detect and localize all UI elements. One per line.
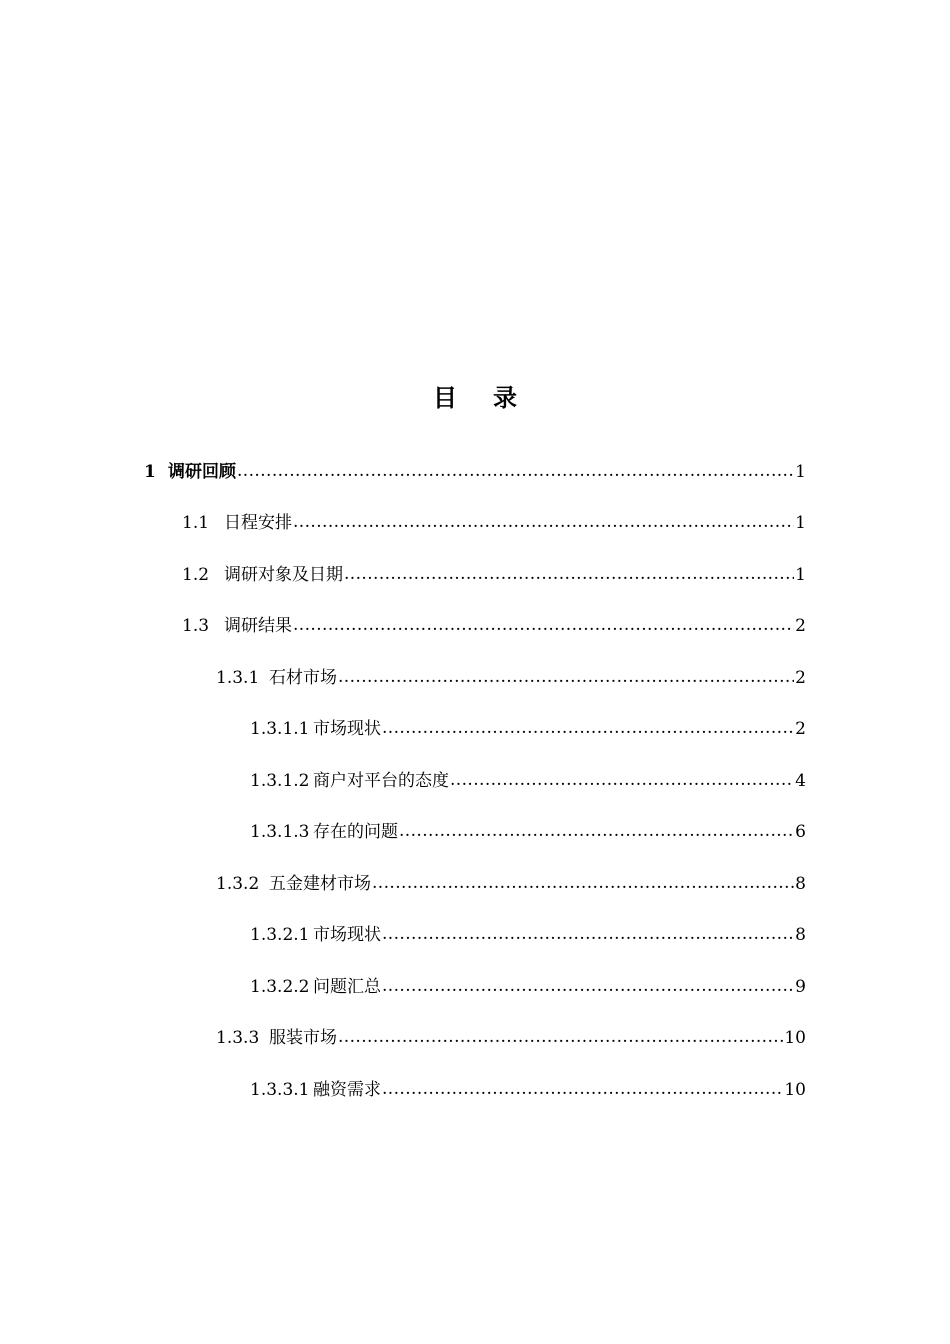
toc-entry-page: 6 (795, 822, 806, 843)
toc-dot-leader (382, 1071, 783, 1107)
toc-entry-text: 调研回顾 (168, 461, 236, 482)
toc-entry-text: 市场现状 (313, 925, 381, 946)
toc-entry-page: 2 (795, 616, 806, 637)
toc-entry-number: 1.2 (182, 564, 210, 585)
toc-dot-leader (293, 504, 794, 540)
toc-dot-leader (382, 916, 794, 952)
toc-entry-page: 10 (784, 1028, 806, 1049)
toc-title (0, 378, 950, 418)
toc-entry-number: 1.3.3.1 (250, 1079, 310, 1100)
toc-entry-page: 2 (795, 667, 806, 688)
toc-dot-leader (338, 659, 794, 695)
toc-entry-text: 服装市场 (269, 1028, 337, 1049)
toc-entry-text: 市场现状 (313, 719, 381, 740)
toc-entry[interactable] (0, 1013, 950, 1065)
toc-entry-page: 4 (795, 770, 806, 791)
toc-entry-text: 五金建材市场 (269, 873, 371, 894)
toc-dot-leader (382, 710, 794, 746)
toc-entry-text: 存在的问题 (313, 822, 398, 843)
toc-entry-page: 9 (795, 976, 806, 997)
toc-entry[interactable] (0, 601, 950, 653)
toc-entry-text: 调研结果 (224, 616, 292, 637)
toc-dot-leader (450, 762, 794, 798)
toc-entry-text: 商户对平台的态度 (313, 770, 449, 791)
toc-entry-page: 10 (784, 1079, 806, 1100)
toc-entry-number: 1.3.3 (216, 1028, 260, 1049)
toc-dot-leader (338, 1019, 783, 1055)
toc-entry-number: 1.3.1.1 (250, 719, 310, 740)
toc-dot-leader (237, 453, 794, 489)
toc-entry-text: 日程安排 (224, 513, 292, 534)
toc-entry[interactable] (0, 807, 950, 859)
toc-entry-number: 1.3.2 (216, 873, 260, 894)
toc-list (0, 446, 950, 1116)
toc-entry-number: 1.3 (182, 616, 210, 637)
toc-entry-text: 石材市场 (269, 667, 337, 688)
toc-entry-page: 8 (795, 925, 806, 946)
toc-entry-page: 1 (795, 513, 806, 534)
toc-dot-leader (293, 607, 794, 643)
toc-entry[interactable] (0, 652, 950, 704)
toc-dot-leader (382, 968, 794, 1004)
toc-entry-text: 问题汇总 (313, 976, 381, 997)
toc-entry[interactable] (0, 549, 950, 601)
toc-entry-page: 8 (795, 873, 806, 894)
toc-entry-number: 1.3.1.2 (250, 770, 310, 791)
toc-entry[interactable] (0, 498, 950, 550)
toc-title-left: 目 (433, 383, 457, 412)
toc-entry-number: 1.3.1.3 (250, 822, 310, 843)
toc-entry-number: 1.1 (182, 513, 210, 534)
toc-entry[interactable] (0, 704, 950, 756)
toc-entry-number: 1.3.1 (216, 667, 260, 688)
toc-entry[interactable] (0, 910, 950, 962)
toc-dot-leader (344, 556, 794, 592)
toc-dot-leader (372, 865, 794, 901)
toc-entry-page: 1 (795, 564, 806, 585)
toc-entry[interactable] (0, 1064, 950, 1116)
toc-entry-number: 1.3.2.2 (250, 976, 310, 997)
toc-entry-text: 调研对象及日期 (224, 564, 343, 585)
toc-entry-number: 1.3.2.1 (250, 925, 310, 946)
toc-entry[interactable] (0, 858, 950, 910)
toc-entry-page: 1 (795, 461, 806, 482)
toc-entry-number: 1 (144, 461, 156, 482)
toc-entry[interactable] (0, 446, 950, 498)
toc-entry[interactable] (0, 961, 950, 1013)
toc-title-right: 录 (493, 383, 517, 412)
toc-entry-page: 2 (795, 719, 806, 740)
toc-dot-leader (399, 813, 794, 849)
toc-entry-text: 融资需求 (313, 1079, 381, 1100)
toc-entry[interactable] (0, 755, 950, 807)
